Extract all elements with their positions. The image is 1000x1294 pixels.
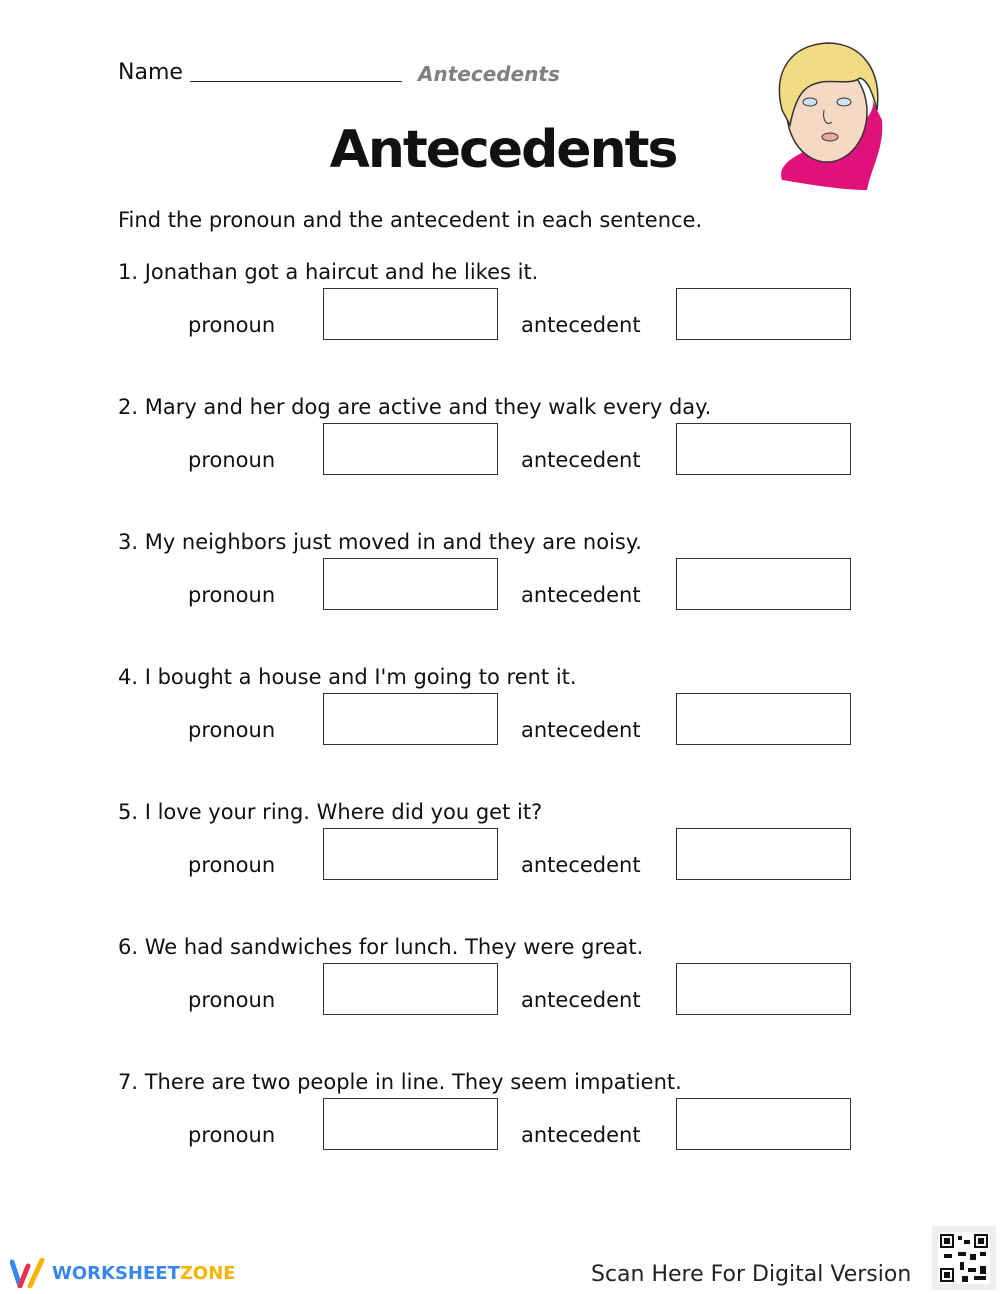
question-sentence: 3. My neighbors just moved in and they are noisy. xyxy=(118,530,642,554)
antecedent-label: antecedent xyxy=(521,313,641,337)
brand-worksheet: WORKSHEET xyxy=(52,1262,180,1284)
boy-portrait-illustration xyxy=(772,40,887,192)
worksheet-zone-logo xyxy=(10,1258,236,1288)
question-sentence: 2. Mary and her dog are active and they walk every day. xyxy=(118,395,712,419)
question-sentence: 7. There are two people in line. They seem impatient. xyxy=(118,1070,682,1094)
antecedent-label: antecedent xyxy=(521,583,641,607)
antecedent-answer-box[interactable] xyxy=(676,288,851,340)
question-sentence: 4. I bought a house and I'm going to rent it. xyxy=(118,665,577,689)
pronoun-answer-box[interactable] xyxy=(323,1098,498,1150)
question-sentence: 6. We had sandwiches for lunch. They were great. xyxy=(118,935,644,959)
scan-text: Scan Here For Digital Version xyxy=(591,1262,912,1287)
question-item xyxy=(0,395,1000,530)
antecedent-answer-box[interactable] xyxy=(676,558,851,610)
pronoun-answer-box[interactable] xyxy=(323,828,498,880)
pronoun-label: pronoun xyxy=(188,1123,276,1147)
question-item xyxy=(0,1070,1000,1205)
pronoun-label: pronoun xyxy=(188,718,276,742)
instructions: Find the pronoun and the antecedent in each sentence. xyxy=(118,208,703,232)
pronoun-answer-box[interactable] xyxy=(323,693,498,745)
name-label: Name xyxy=(118,60,183,85)
antecedent-answer-box[interactable] xyxy=(676,1098,851,1150)
pronoun-answer-box[interactable] xyxy=(323,558,498,610)
pronoun-label: pronoun xyxy=(188,853,276,877)
page-title: Antecedents xyxy=(329,120,677,180)
antecedent-answer-box[interactable] xyxy=(676,693,851,745)
logo-w-icon xyxy=(10,1258,46,1288)
antecedent-label: antecedent xyxy=(521,718,641,742)
antecedent-answer-box[interactable] xyxy=(676,828,851,880)
name-input-line[interactable] xyxy=(190,81,402,82)
antecedent-label: antecedent xyxy=(521,853,641,877)
qr-code[interactable] xyxy=(932,1226,996,1290)
antecedent-label: antecedent xyxy=(521,1123,641,1147)
antecedent-label: antecedent xyxy=(521,448,641,472)
brand-zone: ZONE xyxy=(179,1262,236,1284)
pronoun-label: pronoun xyxy=(188,448,276,472)
question-item xyxy=(0,260,1000,395)
pronoun-answer-box[interactable] xyxy=(323,963,498,1015)
pronoun-label: pronoun xyxy=(188,583,276,607)
worksheet-subtitle: Antecedents xyxy=(418,62,560,86)
question-item xyxy=(0,665,1000,800)
pronoun-label: pronoun xyxy=(188,313,276,337)
question-item xyxy=(0,530,1000,665)
pronoun-label: pronoun xyxy=(188,988,276,1012)
question-item xyxy=(0,800,1000,935)
question-sentence: 1. Jonathan got a haircut and he likes it. xyxy=(118,260,539,284)
antecedent-answer-box[interactable] xyxy=(676,963,851,1015)
question-item xyxy=(0,935,1000,1070)
antecedent-label: antecedent xyxy=(521,988,641,1012)
pronoun-answer-box[interactable] xyxy=(323,288,498,340)
question-sentence: 5. I love your ring. Where did you get it? xyxy=(118,800,543,824)
pronoun-answer-box[interactable] xyxy=(323,423,498,475)
antecedent-answer-box[interactable] xyxy=(676,423,851,475)
